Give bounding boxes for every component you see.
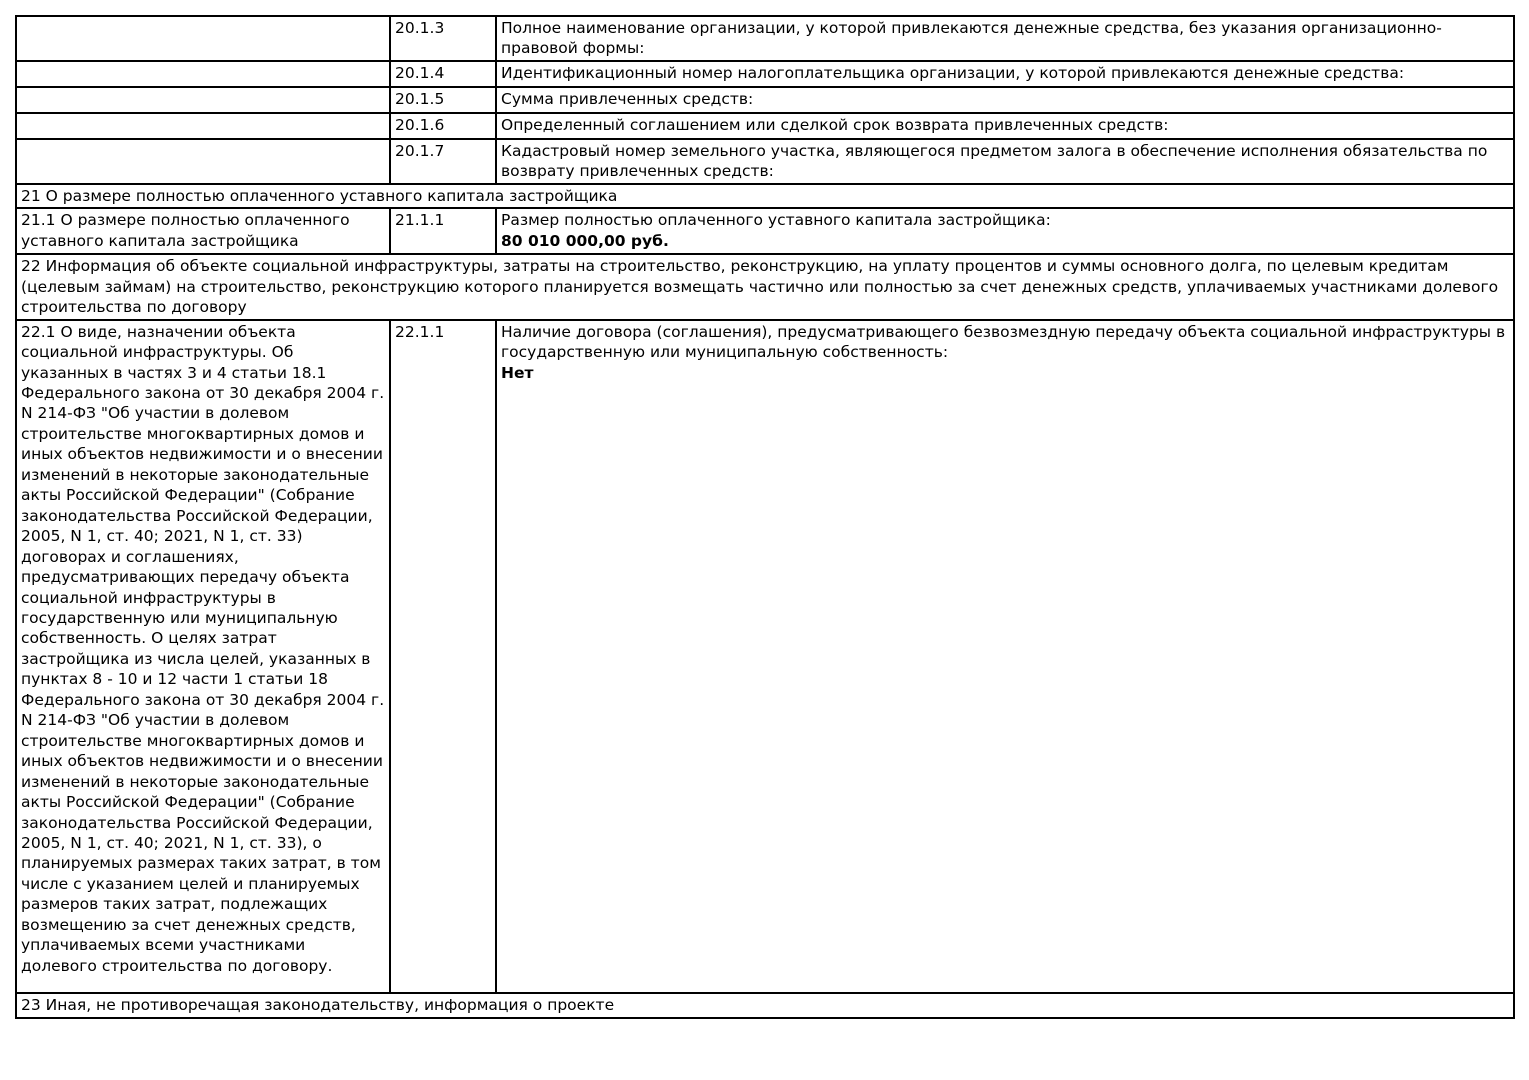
table-row <box>16 87 1514 113</box>
section-22-left-description: 22.1 О виде, назначении объекта социальной инфраструктуры. Об указанных в частях 3 и 4 статьи 18.1 Федерального закона от 30 декабря 2004 г. N 214-ФЗ "Об участии в долевом строительстве многоквартирных домов и иных объектов недвижимости и о внесении изменений в некоторые законодательные акты Российской Федерации" (Собрание законодательства Российской Федерации, 2005, N 1, ст. 40; 2021, N 1, ст. 33) договорах и соглашениях, предусматривающих передачу объекта социальной инфраструктуры в государственную или муниципальную собственность. О целях затрат застройщика из числа целей, указанных в пунктах 8 - 10 и 12 части 1 статьи 18 Федерального закона от 30 декабря 2004 г. N 214-ФЗ "Об участии в долевом строительстве многоквартирных домов и иных объектов недвижимости и о внесении изменений в некоторые законодательные акты Российской Федерации" (Собрание законодательства Российской Федерации, 2005, N 1, ст. 40; 2021, N 1, ст. 33), о планируемых размерах таких затрат, в том числе с указанием целей и планируемых размеров таких затрат, подлежащих возмещению за счет денежных средств, уплачиваемых всеми участниками долевого строительства по договору. <box>16 320 390 993</box>
item-number: 20.1.3 <box>390 16 496 61</box>
table-row <box>16 113 1514 139</box>
item-description: Полное наименование организации, у которой привлекаются денежные средства, без указания организационно-правовой формы: <box>496 16 1514 61</box>
project-declaration-table <box>15 15 1515 1019</box>
item-number: 21.1.1 <box>390 208 496 254</box>
section-21-left-description: 21.1 О размере полностью оплаченного уставного капитала застройщика <box>16 208 390 254</box>
table-row <box>16 139 1514 184</box>
section-21-header-row <box>16 184 1514 208</box>
item-label: Размер полностью оплаченного уставного капитала застройщика: <box>501 211 1051 230</box>
table-row <box>16 208 1514 254</box>
item-number: 22.1.1 <box>390 320 496 993</box>
item-description: Сумма привлеченных средств: <box>496 87 1514 113</box>
item-number: 20.1.5 <box>390 87 496 113</box>
table-row <box>16 16 1514 61</box>
table-row <box>16 320 1514 993</box>
item-label: Наличие договора (соглашения), предусматривающего безвозмездную передачу объекта социальной инфраструктуры в государственную или муниципальную собственность: <box>501 322 1506 362</box>
section-22-header-row <box>16 254 1514 319</box>
section-21-header: 21 О размере полностью оплаченного уставного капитала застройщика <box>16 184 1514 208</box>
item-number: 20.1.7 <box>390 139 496 184</box>
empty-cell <box>16 61 390 87</box>
item-description: Идентификационный номер налогоплательщика организации, у которой привлекаются денежные средства: <box>496 61 1514 87</box>
section-23-header-row <box>16 993 1514 1018</box>
empty-cell <box>16 139 390 184</box>
item-value: 80 010 000,00 руб. <box>501 231 669 250</box>
section-22-header: 22 Информация об объекте социальной инфраструктуры, затраты на строительство, реконструкцию, на уплату процентов и суммы основного долга, по целевым кредитам (целевым займам) на строительство, реконструкцию которого планируется возмещать частично или полностью за счет денежных средств, уплачиваемых участниками долевого строительства по договору <box>16 254 1514 319</box>
item-value-cell <box>496 208 1514 254</box>
item-number: 20.1.4 <box>390 61 496 87</box>
item-number: 20.1.6 <box>390 113 496 139</box>
item-description: Определенный соглашением или сделкой срок возврата привлеченных средств: <box>496 113 1514 139</box>
empty-cell <box>16 16 390 61</box>
empty-cell <box>16 87 390 113</box>
item-value-cell <box>496 320 1514 993</box>
item-description: Кадастровый номер земельного участка, являющегося предметом залога в обеспечение исполнения обязательства по возврату привлеченных средств: <box>496 139 1514 184</box>
empty-cell <box>16 113 390 139</box>
item-value: Нет <box>501 363 534 382</box>
section-23-header: 23 Иная, не противоречащая законодательству, информация о проекте <box>16 993 1514 1018</box>
table-row <box>16 61 1514 87</box>
